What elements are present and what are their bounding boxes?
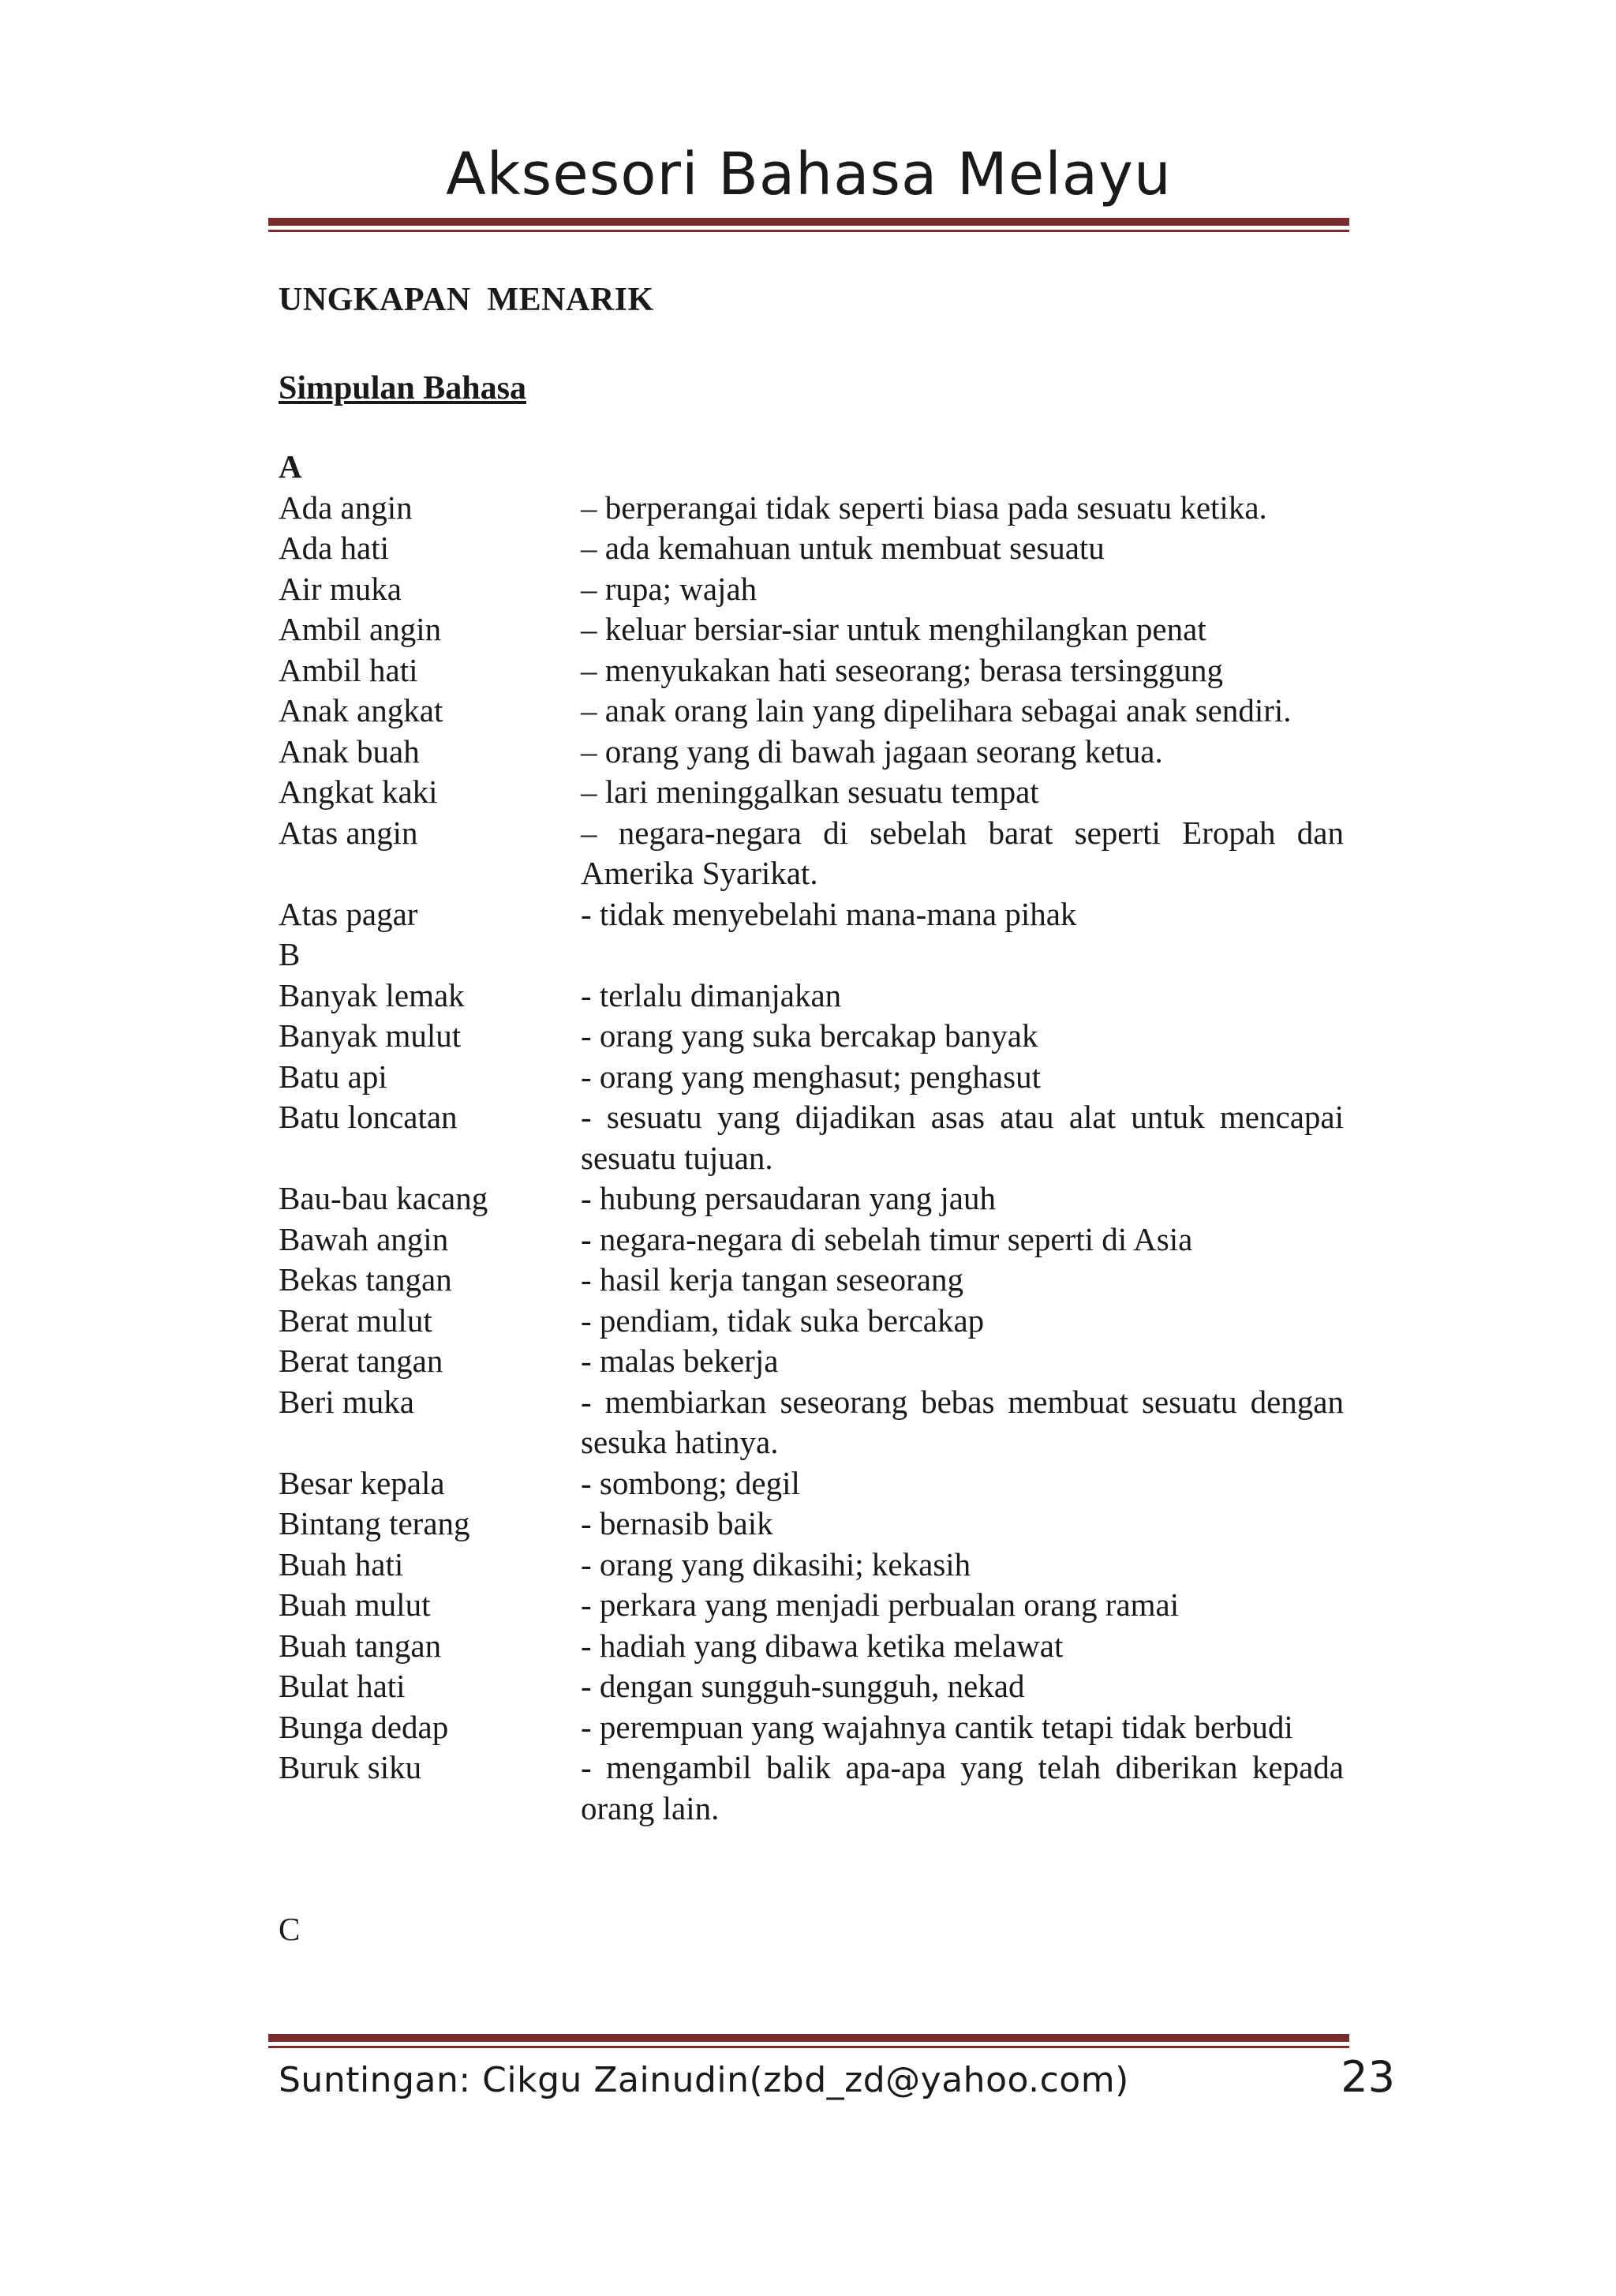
idiom-term: Bintang terang bbox=[279, 1505, 470, 1541]
idiom-term: Ambil hati bbox=[279, 651, 418, 688]
idiom-entry bbox=[279, 528, 1344, 569]
idiom-definition: – anak orang lain yang dipelihara sebagai anak sendiri. bbox=[581, 692, 1292, 729]
idiom-entry bbox=[279, 1219, 1344, 1260]
idiom-entry bbox=[279, 1057, 1344, 1098]
idiom-entry bbox=[279, 488, 1344, 529]
idiom-definition: - dengan sungguh-sungguh, nekad bbox=[581, 1668, 1025, 1704]
idiom-definition: - malas bekerja bbox=[581, 1343, 779, 1379]
idiom-entry bbox=[279, 1097, 1344, 1178]
idiom-term: Berat tangan bbox=[279, 1343, 443, 1379]
idiom-definition: - hadiah yang dibawa ketika melawat bbox=[581, 1627, 1064, 1664]
idiom-term: Beri muka bbox=[279, 1383, 414, 1420]
idiom-definition: - hasil kerja tangan seseorang bbox=[581, 1261, 963, 1298]
idiom-term: Bawah angin bbox=[279, 1220, 449, 1257]
idiom-term: Buah mulut bbox=[279, 1586, 431, 1623]
idiom-term: Buah hati bbox=[279, 1545, 404, 1582]
idiom-definition: – lari meninggalkan sesuatu tempat bbox=[581, 773, 1039, 810]
idiom-definition: – negara-negara di sebelah barat seperti Eropah dan Amerika Syarikat. bbox=[581, 814, 1344, 891]
idiom-definition: – keluar bersiar-siar untuk menghilangkan penat bbox=[581, 611, 1206, 647]
idiom-term: Besar kepala bbox=[279, 1464, 445, 1501]
idiom-entry bbox=[279, 1747, 1344, 1829]
idiom-definition: – ada kemahuan untuk membuat sesuatu bbox=[581, 530, 1105, 566]
idiom-entry bbox=[279, 1301, 1344, 1342]
idiom-term: Batu loncatan bbox=[279, 1099, 458, 1135]
idiom-term: Batu api bbox=[279, 1058, 387, 1095]
idiom-entry bbox=[279, 650, 1344, 691]
idiom-entry bbox=[279, 813, 1344, 894]
idiom-term: Berat mulut bbox=[279, 1302, 432, 1339]
idiom-term: Atas pagar bbox=[279, 895, 418, 932]
idiom-entry bbox=[279, 1707, 1344, 1748]
idiom-term: Bunga dedap bbox=[279, 1708, 449, 1745]
idiom-entry bbox=[279, 1504, 1344, 1545]
idiom-definition: - orang yang dikasihi; kekasih bbox=[581, 1545, 971, 1582]
idiom-term: Ada hati bbox=[279, 530, 390, 566]
idiom-definition: - orang yang menghasut; penghasut bbox=[581, 1058, 1041, 1095]
letter-heading-a: A bbox=[279, 448, 302, 485]
idiom-term: Anak buah bbox=[279, 732, 420, 770]
idiom-definition: - tidak menyebelahi mana-mana pihak bbox=[581, 895, 1077, 932]
idiom-term: Ambil angin bbox=[279, 611, 442, 647]
idiom-term: Atas angin bbox=[279, 814, 418, 851]
idiom-entry bbox=[279, 976, 1344, 1017]
footer-divider bbox=[268, 2034, 1349, 2048]
idiom-term: Anak angkat bbox=[279, 692, 443, 729]
idiom-definition: – orang yang di bawah jagaan seorang ketua. bbox=[581, 732, 1163, 770]
idiom-entry bbox=[279, 1585, 1344, 1626]
idiom-term: Banyak lemak bbox=[279, 976, 465, 1013]
idiom-definition: - orang yang suka bercakap banyak bbox=[581, 1017, 1038, 1054]
idiom-definition: – menyukakan hati seseorang; berasa tersinggung bbox=[581, 651, 1224, 688]
idiom-entry bbox=[279, 732, 1344, 773]
idiom-entry bbox=[279, 1341, 1344, 1382]
idiom-term: Angkat kaki bbox=[279, 773, 438, 810]
page-header-title: Aksesori Bahasa Melayu bbox=[446, 140, 1172, 208]
idiom-term: Ada angin bbox=[279, 489, 413, 526]
idiom-term: Bekas tangan bbox=[279, 1261, 452, 1298]
idiom-entry bbox=[279, 1545, 1344, 1586]
page-number: 23 bbox=[1341, 2052, 1395, 2102]
idiom-term: Air muka bbox=[279, 570, 402, 607]
idiom-term: Buah tangan bbox=[279, 1627, 442, 1664]
idiom-term: Buruk siku bbox=[279, 1749, 422, 1785]
idiom-definition: - bernasib baik bbox=[581, 1505, 773, 1541]
idiom-entry bbox=[279, 569, 1344, 610]
idiom-entry bbox=[279, 1016, 1344, 1057]
idiom-definition: - membiarkan seseorang bebas membuat sesuatu dengan sesuka hatinya. bbox=[581, 1383, 1344, 1460]
idiom-entry bbox=[279, 1666, 1344, 1707]
letter-heading-b: B bbox=[279, 936, 301, 972]
idiom-definition: - pendiam, tidak suka bercakap bbox=[581, 1302, 985, 1339]
idiom-definition: - perkara yang menjadi perbualan orang ramai bbox=[581, 1586, 1180, 1623]
idiom-definition: - negara-negara di sebelah timur seperti di Asia bbox=[581, 1220, 1193, 1257]
header-divider bbox=[268, 218, 1349, 232]
idiom-definition: – berperangai tidak seperti biasa pada sesuatu ketika. bbox=[581, 489, 1267, 526]
idiom-definition: - sesuatu yang dijadikan asas atau alat untuk mencapai sesuatu tujuan. bbox=[581, 1099, 1344, 1176]
idiom-definition: – rupa; wajah bbox=[581, 570, 758, 607]
idiom-definition: - hubung persaudaran yang jauh bbox=[581, 1180, 996, 1216]
idiom-entry bbox=[279, 1463, 1344, 1504]
idiom-definition: - mengambil balik apa-apa yang telah diberikan kepada orang lain. bbox=[581, 1749, 1344, 1826]
idiom-entry bbox=[279, 772, 1344, 813]
idiom-entry bbox=[279, 1626, 1344, 1667]
idiom-term: Bulat hati bbox=[279, 1668, 406, 1704]
idiom-term: Banyak mulut bbox=[279, 1017, 462, 1054]
footer-credit: Suntingan: Cikgu Zainudin(zbd_zd@yahoo.com) bbox=[279, 2060, 1129, 2100]
idiom-list bbox=[279, 447, 1344, 1950]
idiom-entry bbox=[279, 1260, 1344, 1301]
page-content bbox=[279, 278, 1344, 1950]
idiom-entry bbox=[279, 1382, 1344, 1463]
idiom-entry bbox=[279, 894, 1344, 935]
idiom-term: Bau-bau kacang bbox=[279, 1180, 488, 1216]
idiom-entry bbox=[279, 609, 1344, 650]
section-heading: UNGKAPAN MENARIK bbox=[279, 282, 654, 318]
idiom-entry bbox=[279, 691, 1344, 732]
sub-heading: Simpulan Bahasa bbox=[279, 370, 526, 406]
idiom-definition: - sombong; degil bbox=[581, 1464, 800, 1501]
idiom-definition: - perempuan yang wajahnya cantik tetapi tidak berbudi bbox=[581, 1708, 1293, 1745]
idiom-definition: - terlalu dimanjakan bbox=[581, 976, 842, 1013]
idiom-entry bbox=[279, 1178, 1344, 1219]
letter-heading-c: C bbox=[279, 1911, 301, 1947]
